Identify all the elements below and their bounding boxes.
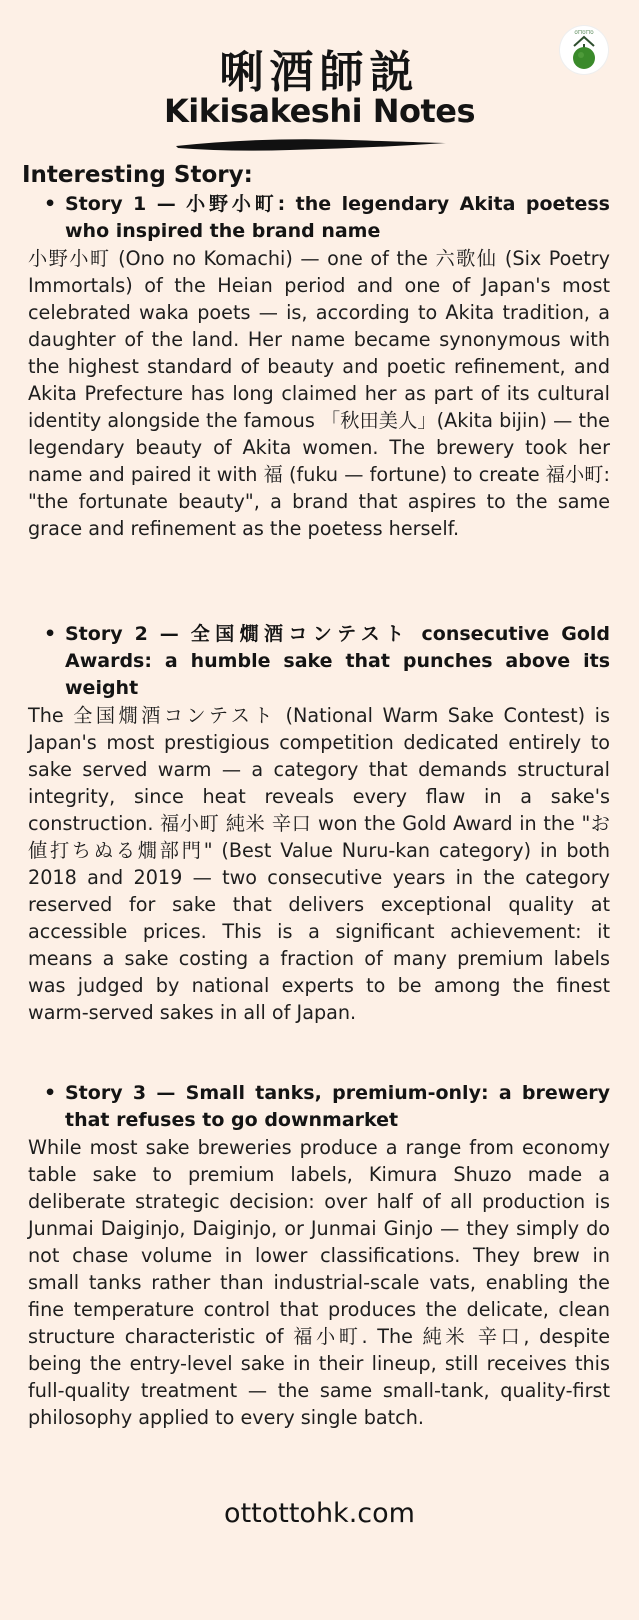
- section-heading: Interesting Story:: [22, 162, 253, 188]
- story-body: 小野小町 (Ono no Komachi) — one of the 六歌仙 (Six Poetry Immortals) of the Heian period and one of Japan's most celebrated waka poets — is, according to Akita tradition, a daughter of the land. Her name became synonymous with the highest standard of beauty and poetic refinement, and Akita Prefecture has long claimed her as part of its cultural identity alongside the famous 「秋田美人」(Akita bijin) — the legendary beauty of Akita women. The brewery took her name and paired it with 福 (fuku — fortune) to create 福小町: "the fortunate beauty", a brand that aspires to the same grace and refinement as the poetess herself.: [28, 247, 610, 540]
- story-title-text: Story 3 — Small tanks, premium-only: a brewery that refuses to go downmarket: [65, 1082, 610, 1131]
- bullet: •: [44, 623, 57, 645]
- story-item-3: [28, 1080, 610, 1431]
- logo-text: OTTOTTO: [574, 30, 594, 35]
- website-url[interactable]: ottottohk.com: [224, 1498, 415, 1529]
- story-body: The 全国燗酒コンテスト (National Warm Sake Contest) is Japan's most prestigious competition dedicated entirely to sake served warm — a category that demands structural integrity, since heat reveals every flaw in a sake's construction. 福小町 純米 辛口 won the Gold Award in the "お値打ちぬる燗部門" (Best Value Nuru-kan category) in both 2018 and 2019 — two consecutive years in the category reserved for sake that delivers exceptional quality at accessible prices. This is a significant achievement: it means a sake costing a fraction of many premium labels was judged by national experts to be among the finest warm-served sakes in all of Japan.: [28, 704, 610, 1024]
- bullet: •: [44, 1082, 57, 1104]
- story-body: While most sake breweries produce a range from economy table sake to premium labels, Kimura Shuzo made a deliberate strategic decision: over half of all production is Junmai Daiginjo, Daiginjo, or Junmai Ginjo — they simply do not chase volume in lower classifications. They brew in small tanks rather than industrial-scale vats, enabling the fine temperature control that produces the delicate, clean structure characteristic of 福小町. The 純米 辛口, despite being the entry-level sake in their lineup, still receives this full-quality treatment — the same small-tank, quality-first philosophy applied to every single batch.: [28, 1136, 610, 1429]
- story-title-text: Story 1 — 小野小町: the legendary Akita poetess who inspired the brand name: [65, 193, 610, 242]
- story-title: [28, 1080, 610, 1134]
- story-title: [28, 191, 610, 245]
- brush-underline-icon: [170, 134, 450, 156]
- page-title-cjk: 唎酒師説: [219, 47, 420, 98]
- story-title: [28, 621, 610, 702]
- page-title-en: Kikisakeshi Notes: [163, 92, 476, 130]
- story-title-text: Story 2 — 全国燗酒コンテスト consecutive Gold Awards: a humble sake that punches above its weight: [65, 623, 610, 699]
- bullet: •: [44, 193, 57, 215]
- story-item-2: [28, 621, 610, 1026]
- story-item-1: [28, 191, 610, 542]
